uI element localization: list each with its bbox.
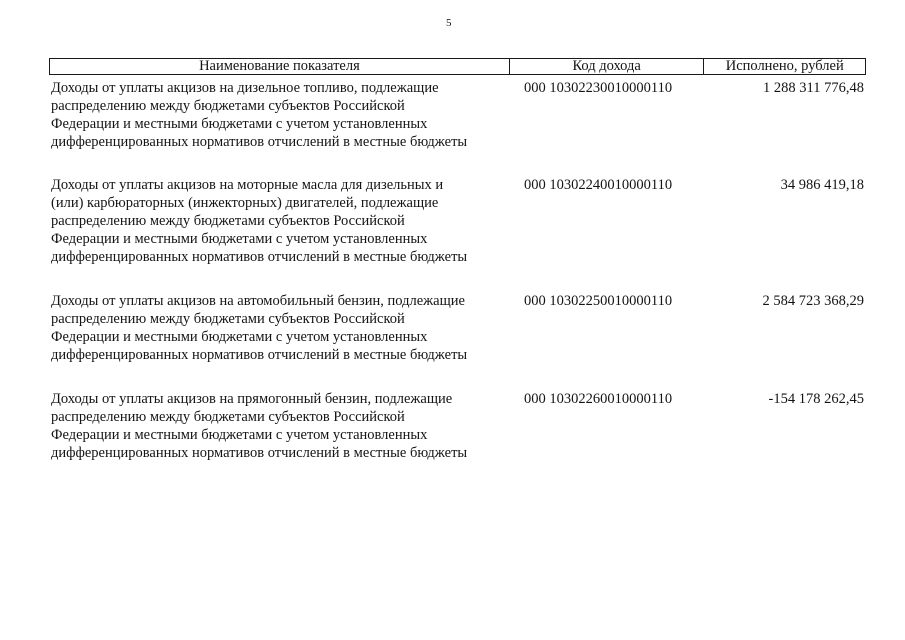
revenue-table bbox=[49, 58, 866, 461]
row-revenue-code: 000 10302240010000110 bbox=[524, 177, 673, 193]
row-indicator-name: Доходы от уплаты акцизов на моторные масла для дизельных и (или) карбюраторных (инжекторных) двигателей, подлежащие распределению между бюджетами субъектов Российской Федерации и местными бюджетами с учетом установленных дифференцированных нормативов отчислений в местные бюджеты bbox=[51, 177, 468, 265]
header-indicator-name: Наименование показателя bbox=[199, 58, 360, 74]
row-executed-amount: -154 178 262,45 bbox=[768, 391, 864, 407]
row-revenue-code: 000 10302260010000110 bbox=[524, 391, 673, 407]
row-indicator-name: Доходы от уплаты акцизов на дизельное топливо, подлежащие распределению между бюджетами субъектов Российской Федерации и местными бюджетами с учетом установленных дифференцированных нормативов отчислений в местные бюджеты bbox=[51, 80, 468, 150]
row-revenue-code: 000 10302230010000110 bbox=[524, 80, 673, 96]
row-indicator-name: Доходы от уплаты акцизов на автомобильный бензин, подлежащие распределению между бюджетами субъектов Российской Федерации и местными бюджетами с учетом установленных дифференцированных нормативов отчислений в местные бюджеты bbox=[51, 293, 468, 363]
row-executed-amount: 2 584 723 368,29 bbox=[762, 293, 864, 309]
row-executed-amount: 34 986 419,18 bbox=[780, 177, 864, 193]
header-executed-amount: Исполнено, рублей bbox=[703, 59, 865, 74]
page-number: 5 bbox=[446, 17, 452, 29]
row-indicator-name: Доходы от уплаты акцизов на прямогонный бензин, подлежащие распределению между бюджетами субъектов Российской Федерации и местными бюджетами с учетом установленных дифференцированных нормативов отчислений в местные бюджеты bbox=[51, 391, 468, 461]
table-header-row bbox=[49, 58, 866, 75]
header-revenue-code: Код дохода bbox=[509, 59, 704, 74]
row-revenue-code: 000 10302250010000110 bbox=[524, 293, 673, 309]
row-executed-amount: 1 288 311 776,48 bbox=[763, 80, 864, 96]
